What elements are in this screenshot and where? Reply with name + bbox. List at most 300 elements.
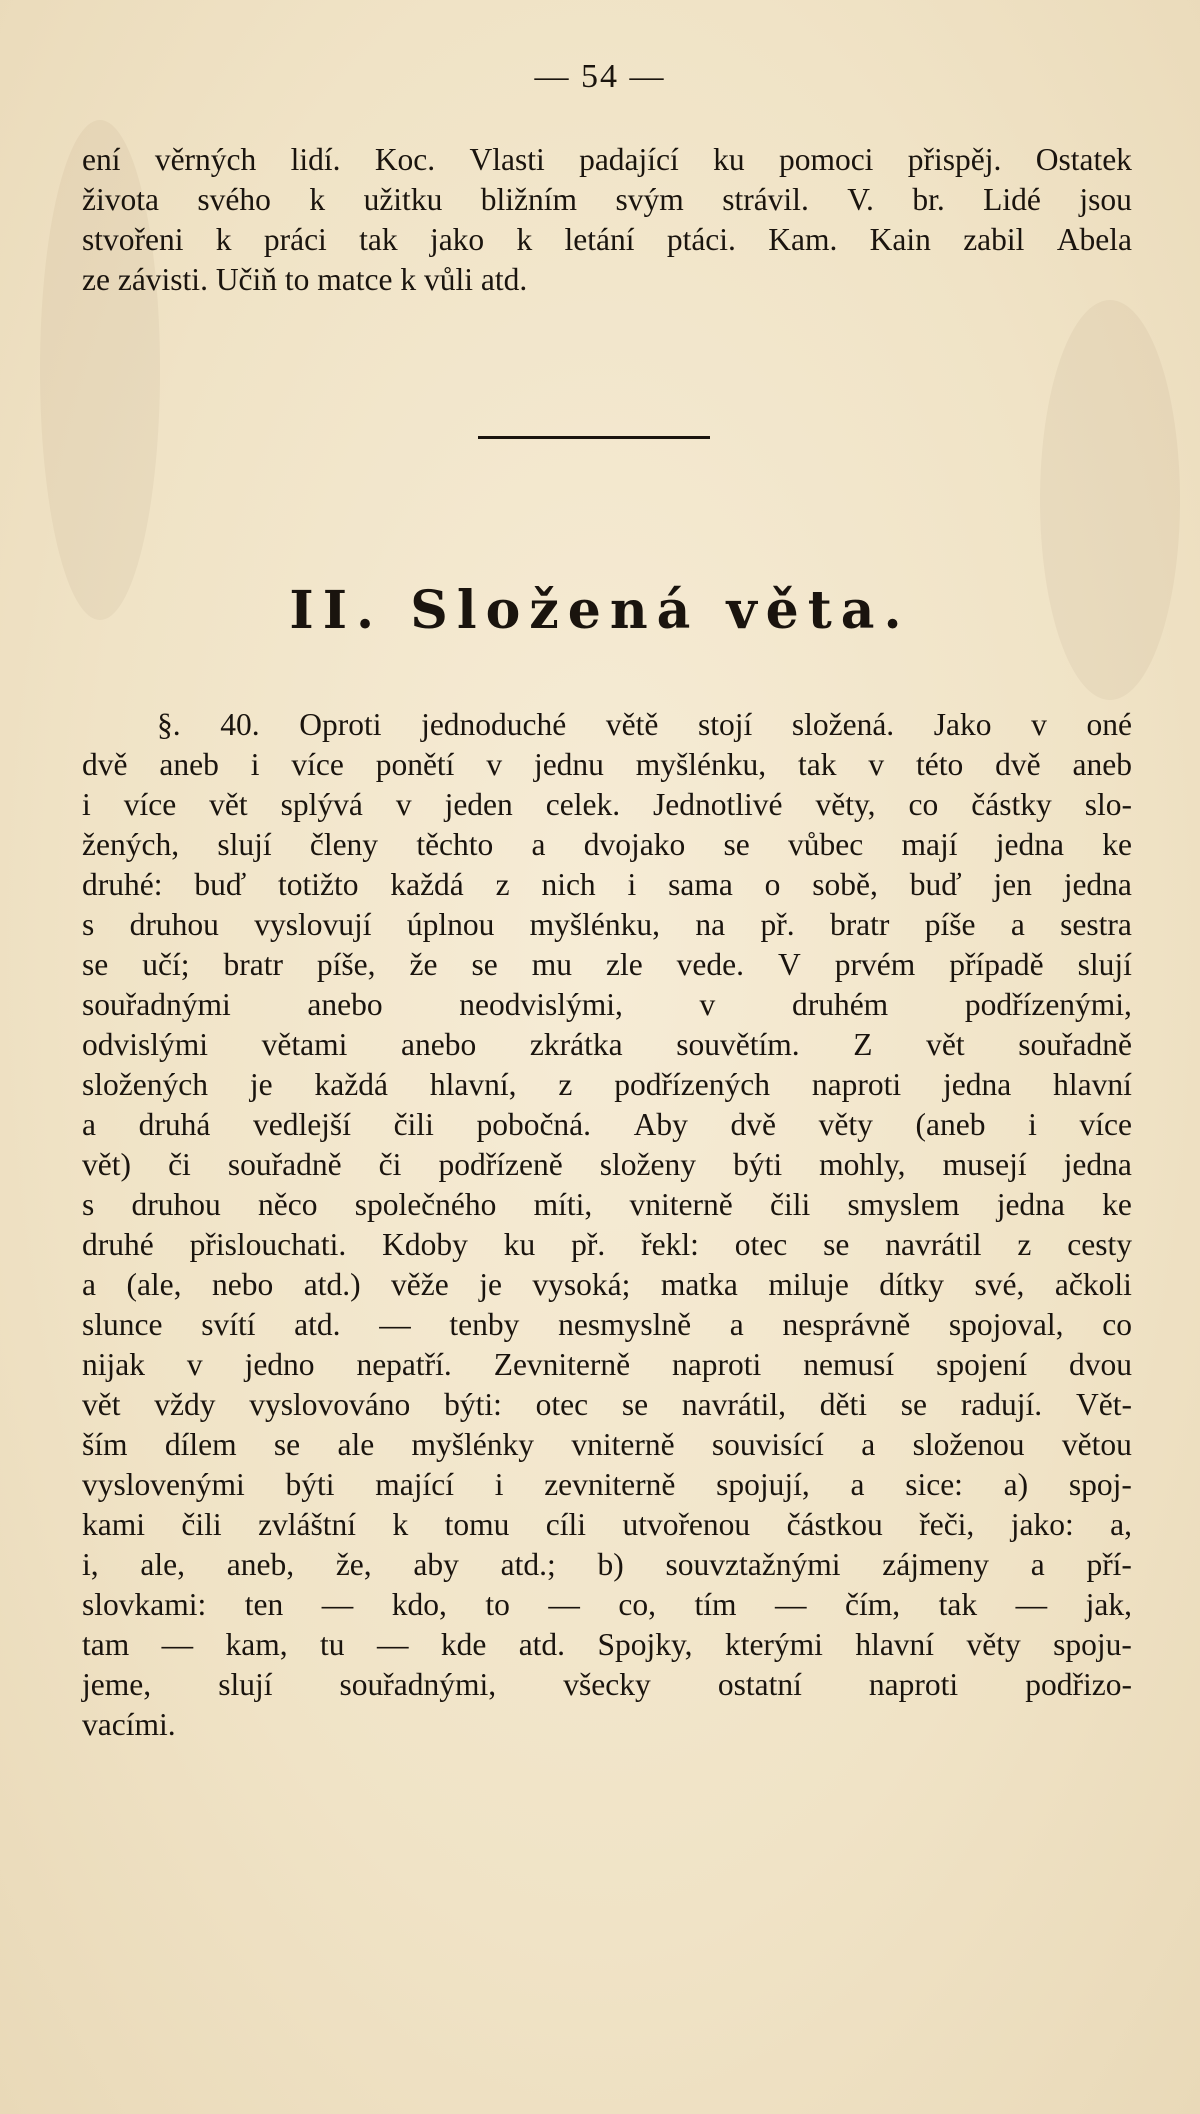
- word: větou: [1061, 1427, 1132, 1462]
- word: mající: [375, 1467, 454, 1502]
- word: aneb: [1072, 747, 1132, 782]
- word: Kam.: [768, 222, 838, 257]
- word: strávil.: [722, 182, 809, 217]
- text-line: [82, 1265, 1132, 1305]
- word: těchto: [416, 827, 494, 862]
- word: jeden: [444, 787, 513, 822]
- text-line: [82, 1545, 1132, 1585]
- word: ačkoli: [1054, 1267, 1132, 1302]
- word: v: [1031, 707, 1047, 742]
- word: zabil: [963, 222, 1025, 257]
- word: práci: [263, 222, 327, 257]
- word: věže: [391, 1267, 449, 1302]
- word: mají: [901, 827, 958, 862]
- word: složeny: [599, 1147, 696, 1182]
- text-line: [82, 905, 1132, 945]
- word: anebo: [401, 1027, 477, 1062]
- word: —: [161, 1627, 194, 1662]
- word: jen: [993, 867, 1032, 902]
- word: jednu: [533, 747, 604, 782]
- word: druhé:: [82, 867, 163, 902]
- word: druhém: [791, 987, 889, 1022]
- word: §.: [157, 707, 181, 742]
- word: lidí.: [290, 142, 341, 177]
- word: atd.: [518, 1627, 566, 1662]
- word: aby: [413, 1547, 459, 1582]
- word: druhé: [82, 1227, 154, 1262]
- word: hlavní,: [429, 1067, 517, 1102]
- word: slo-: [1084, 787, 1132, 822]
- word: navrátil: [885, 1227, 982, 1262]
- word: dvojako: [583, 827, 686, 862]
- text-line: [82, 825, 1132, 865]
- word: V: [778, 947, 801, 982]
- word: (ale,: [126, 1267, 182, 1302]
- word: s: [82, 1187, 95, 1222]
- word: býti: [733, 1147, 783, 1182]
- text-line: [82, 785, 1132, 825]
- word: sobě,: [812, 867, 878, 902]
- word: v: [486, 747, 503, 782]
- word: —: [321, 1587, 354, 1622]
- word: matka: [660, 1267, 738, 1302]
- word: —: [775, 1587, 807, 1622]
- word: neodvislými,: [459, 987, 623, 1022]
- word: pomoci: [778, 142, 874, 177]
- word: věty,: [815, 787, 876, 822]
- text-line: [82, 705, 1132, 745]
- text-line: [82, 1505, 1132, 1545]
- word: života: [82, 182, 159, 217]
- word: bratr: [829, 907, 890, 942]
- word: —: [376, 1627, 409, 1662]
- word: zvláštní: [258, 1507, 357, 1542]
- text-line: [82, 1465, 1132, 1505]
- word: splývá: [280, 787, 363, 822]
- word: podřizo-: [1025, 1667, 1132, 1702]
- word: se: [82, 947, 109, 982]
- word: anebo: [307, 987, 383, 1022]
- word: vždy: [154, 1387, 216, 1422]
- word: druhou: [131, 1187, 221, 1222]
- word: býti: [285, 1467, 335, 1502]
- word: a: [729, 1307, 744, 1342]
- word: souvisící: [711, 1427, 824, 1462]
- word: čím,: [845, 1587, 901, 1622]
- word: spojují,: [716, 1467, 810, 1502]
- section-heading: II. Složená věta.: [289, 580, 911, 641]
- word: smyslem: [847, 1187, 960, 1222]
- word: odvislými: [82, 1027, 209, 1062]
- word: dítky: [879, 1267, 945, 1302]
- text-line: [82, 1665, 1132, 1705]
- text-line: [82, 1585, 1132, 1625]
- word: vyslovováno: [249, 1387, 411, 1422]
- word: vět: [926, 1027, 965, 1062]
- word: každá: [314, 1067, 388, 1102]
- word: zevniterně: [544, 1467, 676, 1502]
- word: Spojky,: [597, 1627, 693, 1662]
- word: Oproti: [299, 707, 382, 742]
- word: členy: [309, 827, 379, 862]
- word: radují.: [960, 1387, 1043, 1422]
- word: cíli: [545, 1507, 587, 1542]
- word: prvém: [834, 947, 916, 982]
- word: Vlasti: [469, 142, 545, 177]
- word: Jako: [933, 707, 992, 742]
- word: nesprávně: [782, 1307, 911, 1342]
- word: čili: [181, 1507, 222, 1542]
- word: složených: [82, 1067, 208, 1102]
- word: i: [82, 787, 91, 822]
- word: a: [850, 1467, 865, 1502]
- text-line: [82, 1345, 1132, 1385]
- word: dvou: [1069, 1347, 1132, 1382]
- word: slunce: [82, 1307, 163, 1342]
- word: ptáci.: [666, 222, 736, 257]
- word: a: [861, 1427, 876, 1462]
- word: a,: [1110, 1507, 1132, 1542]
- word: zájmeny: [882, 1547, 989, 1582]
- word: dvě: [82, 747, 128, 782]
- word: to: [485, 1587, 510, 1622]
- word: Abela: [1056, 222, 1132, 257]
- word: b): [597, 1547, 624, 1582]
- word: úplnou: [406, 907, 495, 942]
- text-line: [82, 1065, 1132, 1105]
- word: buď: [909, 867, 962, 902]
- word: všecky: [563, 1667, 651, 1702]
- word: ku: [503, 1227, 536, 1262]
- word: tu: [320, 1627, 345, 1662]
- text-line: [82, 140, 1132, 180]
- text-line: [82, 1025, 1132, 1065]
- word: ení: [82, 142, 121, 177]
- word: spoju-: [1053, 1627, 1132, 1662]
- word: druhou: [129, 907, 219, 942]
- word: i: [627, 867, 637, 902]
- word: dílem: [164, 1427, 237, 1462]
- word: přispěj.: [907, 142, 1002, 177]
- word: v: [395, 787, 412, 822]
- word: stvořeni: [82, 222, 184, 257]
- text-line: [82, 745, 1132, 785]
- word: každá: [390, 867, 464, 902]
- word: a: [1010, 907, 1025, 942]
- word: ale,: [140, 1547, 185, 1582]
- word: nemusí: [803, 1347, 895, 1382]
- word: podřízeně: [438, 1147, 563, 1182]
- word: v: [868, 747, 885, 782]
- word: atd.): [303, 1267, 361, 1302]
- word: nijak: [82, 1347, 145, 1382]
- word: ším: [82, 1427, 128, 1462]
- word: společného: [354, 1187, 497, 1222]
- word: větě: [605, 707, 659, 742]
- word: se: [621, 1387, 649, 1422]
- word: kami: [82, 1507, 145, 1542]
- word: částky: [971, 787, 1052, 822]
- text-line: [82, 1225, 1132, 1265]
- word: jedna: [996, 1187, 1065, 1222]
- word: jeme,: [82, 1667, 152, 1702]
- word: myšlénky: [411, 1427, 535, 1462]
- word: jedna: [1063, 867, 1132, 902]
- word: vět: [209, 787, 248, 822]
- word: tak: [798, 747, 837, 782]
- word: své,: [974, 1267, 1025, 1302]
- word: míti,: [533, 1187, 593, 1222]
- word: —: [1015, 1587, 1048, 1622]
- word: svítí: [201, 1307, 256, 1342]
- word: jsou: [1079, 182, 1132, 217]
- word: se: [723, 827, 750, 862]
- text-line: [82, 220, 1132, 260]
- word: Z: [853, 1027, 873, 1062]
- word: Ostatek: [1035, 142, 1132, 177]
- word: musejí: [942, 1147, 1027, 1182]
- word: miluje: [768, 1267, 849, 1302]
- word: slují: [217, 827, 272, 862]
- word: a: [82, 1107, 96, 1142]
- word: hlavní: [855, 1627, 935, 1662]
- word: v: [699, 987, 716, 1022]
- word: býti:: [444, 1387, 502, 1422]
- word: že,: [335, 1547, 372, 1582]
- word: k: [215, 222, 232, 257]
- word: něco: [257, 1187, 318, 1222]
- word: se: [823, 1227, 850, 1262]
- word: více: [291, 747, 344, 782]
- word: ten: [244, 1587, 284, 1622]
- word: z: [1017, 1227, 1032, 1262]
- word: či: [168, 1147, 191, 1182]
- word: kam,: [225, 1627, 288, 1662]
- word: se: [900, 1387, 928, 1422]
- word: atd.;: [500, 1547, 556, 1582]
- word: tak: [359, 222, 398, 257]
- word: Jednotlivé: [653, 787, 783, 822]
- word: —: [548, 1587, 580, 1622]
- word: co: [908, 787, 939, 822]
- word: nich: [541, 867, 596, 902]
- word: k: [309, 182, 326, 217]
- word: aneb: [159, 747, 219, 782]
- word: k: [516, 222, 533, 257]
- word: a: [531, 827, 546, 862]
- word: slují: [1077, 947, 1132, 982]
- word: bratr: [223, 947, 283, 982]
- word: píše,: [316, 947, 376, 982]
- word: myšlénku,: [635, 747, 767, 782]
- word: jednoduché: [421, 707, 567, 742]
- word: nesmyslně: [558, 1307, 692, 1342]
- word: vyslovenými: [82, 1467, 245, 1502]
- text-line: [82, 1425, 1132, 1465]
- page-number: — 54 —: [534, 58, 666, 95]
- word: ostatní: [717, 1667, 802, 1702]
- word: padající: [579, 142, 679, 177]
- word: Koc.: [374, 142, 436, 177]
- word: řekl:: [641, 1227, 699, 1262]
- text-line: [82, 1625, 1132, 1665]
- word: souřadně: [1018, 1027, 1132, 1062]
- word: i: [494, 1467, 504, 1502]
- text-line: [82, 1185, 1132, 1225]
- word: ku: [713, 142, 745, 177]
- word: myšlénku,: [529, 907, 661, 942]
- word: vysoká;: [532, 1267, 631, 1302]
- word: na: [695, 907, 726, 942]
- word: je: [479, 1267, 502, 1302]
- word: zle: [605, 947, 643, 982]
- word: přislouchati.: [189, 1227, 347, 1262]
- word: Lidé: [983, 182, 1041, 217]
- word: bližním: [480, 182, 578, 217]
- word: jedna: [995, 827, 1064, 862]
- word: souvětím.: [676, 1027, 800, 1062]
- word: spojoval,: [948, 1307, 1064, 1342]
- text-line-content: ze závisti. Učiň to matce k vůli atd.: [82, 262, 528, 297]
- word: vniterně: [629, 1187, 733, 1222]
- word: aneb,: [226, 1547, 295, 1582]
- word: tak: [938, 1587, 978, 1622]
- word: Vět-: [1075, 1387, 1132, 1422]
- word: souřadně: [227, 1147, 342, 1182]
- word: čili: [393, 1107, 434, 1142]
- word: př.: [760, 907, 795, 942]
- word: sama: [668, 867, 733, 902]
- word: spoj-: [1068, 1467, 1132, 1502]
- word: či: [378, 1147, 402, 1182]
- word: pobočná.: [476, 1107, 592, 1142]
- section-divider: [478, 436, 710, 439]
- word: ke: [1102, 1187, 1132, 1222]
- text-line: [82, 865, 1132, 905]
- word: jak,: [1085, 1587, 1132, 1622]
- word: Aby: [633, 1107, 688, 1142]
- word: děti: [819, 1387, 868, 1422]
- intro-text: [82, 140, 1132, 300]
- word: této: [916, 747, 964, 782]
- word: z: [558, 1067, 573, 1102]
- word: naproti: [672, 1347, 762, 1382]
- word: vyslovují: [254, 907, 372, 942]
- word: hlavní: [1053, 1067, 1132, 1102]
- word: a: [1030, 1547, 1045, 1582]
- word: složenou: [912, 1427, 1025, 1462]
- word: sice:: [905, 1467, 963, 1502]
- word: stojí: [697, 707, 753, 742]
- word: ke: [1102, 827, 1132, 862]
- word: se: [273, 1427, 301, 1462]
- word: mu: [531, 947, 572, 982]
- word: navrátil,: [681, 1387, 786, 1422]
- word: vede.: [676, 947, 745, 982]
- word: zkrátka: [529, 1027, 623, 1062]
- word: vedlejší: [252, 1107, 351, 1142]
- word: čili: [769, 1187, 811, 1222]
- text-line: [82, 260, 1132, 300]
- word: více: [123, 787, 177, 822]
- word: ale: [337, 1427, 375, 1462]
- word: Kdoby: [382, 1227, 468, 1262]
- word: částkou: [786, 1507, 883, 1542]
- word: druhá: [138, 1107, 211, 1142]
- word: věty: [818, 1107, 873, 1142]
- word: utvořenou: [622, 1507, 751, 1542]
- word: učí;: [142, 947, 190, 982]
- word: i: [250, 747, 260, 782]
- word: naproti: [868, 1667, 959, 1702]
- word: v: [186, 1347, 203, 1382]
- word: celek.: [545, 787, 621, 822]
- word: co,: [618, 1587, 656, 1622]
- word: slovkami:: [82, 1587, 207, 1622]
- word: souvztažnými: [665, 1547, 841, 1582]
- word: podřízených: [614, 1067, 770, 1102]
- word: i: [1028, 1107, 1037, 1142]
- word: jedno: [244, 1347, 315, 1382]
- text-line: [82, 985, 1132, 1025]
- word: a: [82, 1267, 96, 1302]
- word: (aneb: [915, 1107, 986, 1142]
- word: více: [1079, 1107, 1132, 1142]
- word: ponětí: [375, 747, 455, 782]
- word: je: [249, 1067, 273, 1102]
- text-line: [82, 1145, 1132, 1185]
- word: jedna: [943, 1067, 1012, 1102]
- word: případě: [949, 947, 1044, 982]
- word: otec: [535, 1387, 589, 1422]
- word: věty: [966, 1627, 1021, 1662]
- word: spojení: [936, 1347, 1028, 1382]
- word: kde: [440, 1627, 487, 1662]
- word: otec: [734, 1227, 788, 1262]
- word: nepatří.: [356, 1347, 452, 1382]
- word: svým: [615, 182, 684, 217]
- word: vět): [82, 1147, 131, 1182]
- word: užitku: [363, 182, 443, 217]
- word: vniterně: [571, 1427, 675, 1462]
- word: br.: [912, 182, 945, 217]
- word: oné: [1086, 707, 1132, 742]
- word: mohly,: [819, 1147, 906, 1182]
- word: z: [495, 867, 510, 902]
- word: složená.: [791, 707, 895, 742]
- word: 40.: [220, 707, 260, 742]
- word: jako:: [1010, 1507, 1074, 1542]
- word: žených,: [82, 827, 180, 862]
- text-line: [82, 180, 1132, 220]
- word: svého: [197, 182, 271, 217]
- word: slují: [218, 1667, 273, 1702]
- word: k: [392, 1507, 409, 1542]
- text-line: [82, 1705, 1132, 1745]
- word: co: [1102, 1307, 1132, 1342]
- word: tomu: [444, 1507, 510, 1542]
- word: řeči,: [919, 1507, 975, 1542]
- word: jedna: [1063, 1147, 1132, 1182]
- word: věrných: [154, 142, 257, 177]
- word: dvě: [730, 1107, 777, 1142]
- word: i,: [82, 1547, 99, 1582]
- word: větami: [261, 1027, 348, 1062]
- text-line: [82, 1385, 1132, 1425]
- text-line: [82, 1105, 1132, 1145]
- word: pří-: [1086, 1547, 1132, 1582]
- word: že: [409, 947, 438, 982]
